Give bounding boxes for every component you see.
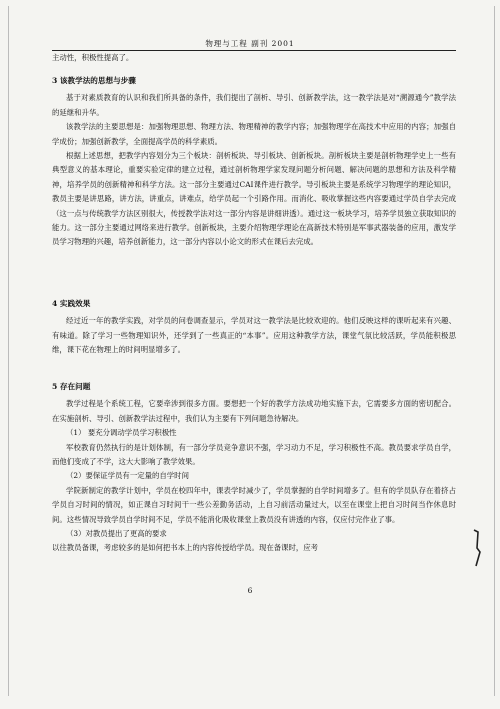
section-3 [52,74,456,250]
subsection-heading: （1） 要充分调动学员学习积极性 [66,428,177,438]
paragraph: 基于对素质教育的认识和我们所具备的条件，我们提出了剖析、导引、创新教学法，这一教学法是对“溯源通今”教学法的延继和升华。 [52,93,456,117]
paragraph: 学院新制定的教学计划中，学员在校四年中，课表学时减少了，学员掌握的自学时间增多了。但有的学员队存在着挤占学员自习时间的情况，如正课自习时间干一些公差勤务活动，上自习前活动量过大，以至在课堂上把自习时间当作休息时间。这些情况导致学员自学时间不足，学员不能消化吸收课堂上教员没有讲透的内容，仅应付完作业了事。 [52,485,456,524]
pen-mark [470,528,486,568]
page-number: 6 [247,586,253,595]
paragraph: 教学过程是个系统工程，它要牵涉到很多方面。要想把一个好的教学方法成功地实施下去，它需要多方面的密切配合。在实施剖析、导引、创新教学法过程中，我们认为主要有下列问题急待解决。 [52,399,456,423]
section-heading: 3 该教学法的思想与步骤 [52,76,136,85]
section-heading: 4 实践效果 [52,299,91,308]
continuation-line: 主动性，积极性提高了。 [52,53,134,62]
paragraph: 根据上述思想，把教学内容划分为三个板块：剖析板块、导引板块、创新板块。剖析板块主要是剖析物理学史上一些有典型意义的基本理论，重要实验定律的建立过程，通过剖析物理学家发现问题分析问题、解决问题的思想和方法及科学精神，培养学员的创新精神和科学方法。这一部分主要通过CAI课件进行教学。导引板块主要是系统学习物理学的理论知识，教员主要是讲思路，讲方法，讲重点，讲难点，给学员起一个引路作用。而消化、吸收掌握这些内容要通过学员自学去完成（这一点与传统教学方法区别很大，传授教学法对这一部分内容是讲细讲透）。通过这一板块学习，培养学员独立获取知识的能力。这一部分主要通过网络来进行教学。创新板块，主要介绍物理学理论在高新技术特别是军事武器装备的应用，激发学员学习物理的兴趣，培养创新能力，这一部分内容以小论文的形式在课后去完成。 [52,151,456,247]
paragraph: 该教学法的主要思想是：加强物理思想、物理方法、物理精神的教学内容；加强物理学在高技术中应用的内容；加强自学成份；加强创新教学，全面提高学员的科学素质。 [52,122,456,146]
body-text [52,51,456,65]
subsection-heading: （3）对教员提出了更高的要求 [66,529,167,539]
subsection-heading: （2）要保证学员有一定量的自学时间 [66,471,189,481]
section-4 [52,297,456,358]
running-header: 物理与工程 副刊 2001 [205,39,295,48]
paragraph: 以往教员备课，考虑较多的是如何把书本上的内容传授给学员。现在备课时，应考 [52,543,319,553]
paragraph: 军校教育仍然执行的是计划体制，有一部分学员竞争意识不强，学习动力不足，学习积极性不高。教员要求学员自学，而他们变成了不学，这大大影响了教学效果。 [52,442,456,467]
paragraph: 经过近一年的教学实践，对学员的问卷调查显示，学员对这一教学法是比较欢迎的。他们反映这样的课听起来有兴趣、有味道。除了学习一些物理知识外，还学到了一些真正的“本事”。应用这种教学方法，课堂气氛比较活跃，学员能积极思维，课下花在物理上的时间明显增多了。 [52,316,456,355]
section-5 [52,380,456,556]
section-heading: 5 存在问题 [52,382,91,391]
